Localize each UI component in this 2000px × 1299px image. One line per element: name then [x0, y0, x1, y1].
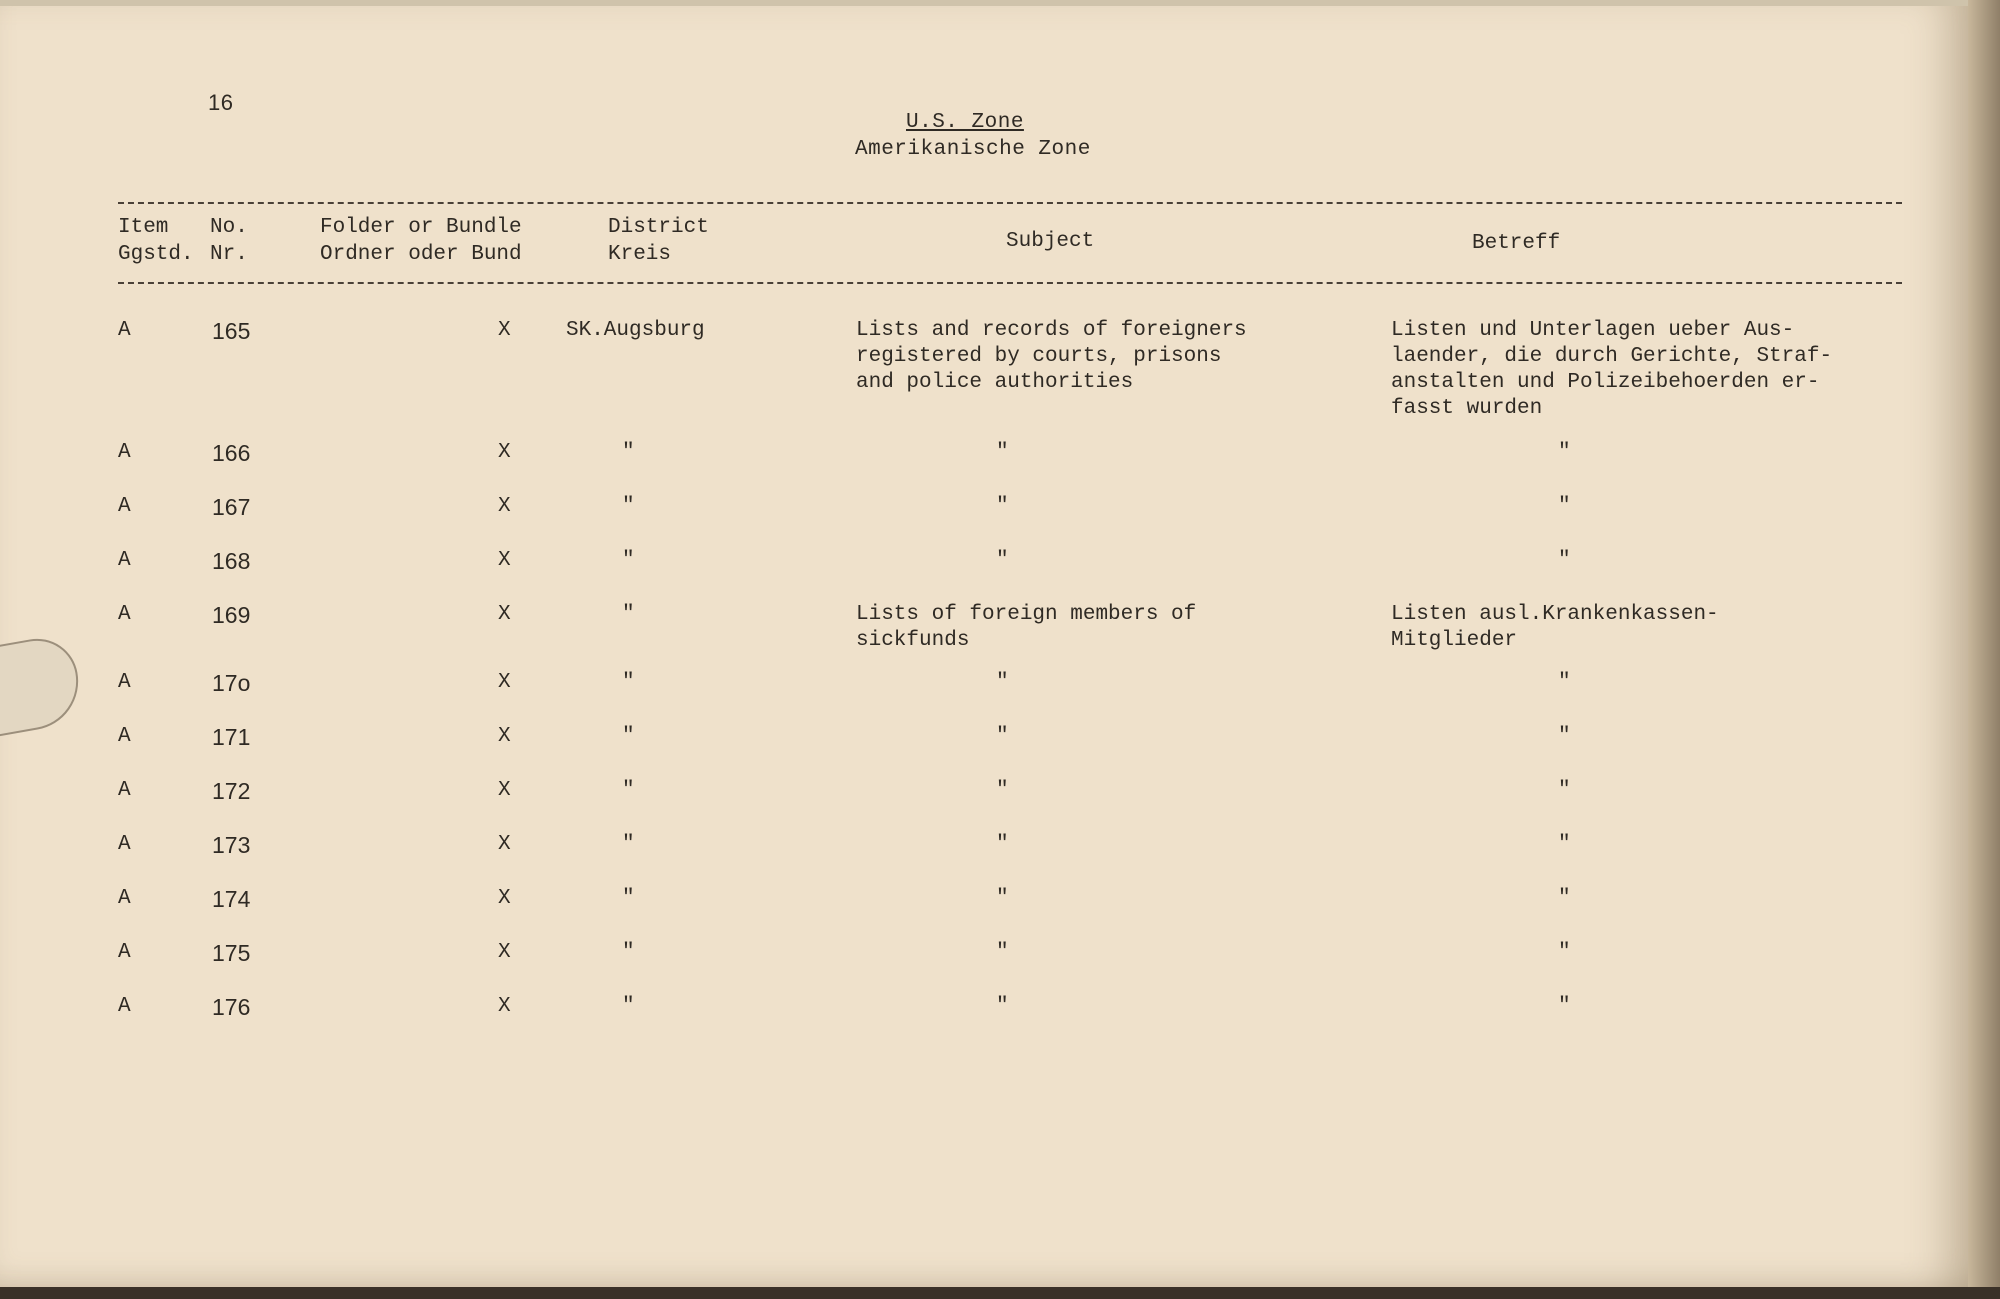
page-edge	[1968, 0, 2000, 1299]
row-number: 173	[212, 832, 251, 858]
row-folder: X	[498, 995, 511, 1018]
row-district: "	[622, 779, 635, 802]
row-folder: X	[498, 725, 511, 748]
row-betreff: "	[1558, 779, 1571, 802]
table-row	[0, 440, 1968, 494]
header-top-rule	[118, 202, 1902, 204]
table-row	[0, 724, 1968, 778]
row-item: A	[118, 441, 131, 464]
row-district: "	[622, 495, 635, 518]
row-folder: X	[498, 495, 511, 518]
row-item: A	[118, 603, 131, 626]
row-number: 172	[212, 778, 251, 804]
row-item: A	[118, 833, 131, 856]
row-betreff: "	[1558, 725, 1571, 748]
table-row	[0, 832, 1968, 886]
row-number: 176	[212, 994, 251, 1020]
row-subject: "	[996, 725, 1009, 748]
table-row	[0, 602, 1968, 656]
row-betreff: "	[1558, 549, 1571, 572]
row-item: A	[118, 549, 131, 572]
row-folder: X	[498, 549, 511, 572]
row-subject: "	[996, 671, 1009, 694]
row-item: A	[118, 495, 131, 518]
row-betreff: Listen und Unterlagen ueber Aus- laender, die durch Gerichte, Straf- anstalten und Polizeibehoerden er- fasst wurden	[1391, 319, 1833, 420]
table-row	[0, 318, 1968, 420]
row-subject: "	[996, 441, 1009, 464]
row-item: A	[118, 941, 131, 964]
table-row	[0, 548, 1968, 602]
row-subject: "	[996, 995, 1009, 1018]
table-row	[0, 670, 1968, 724]
row-subject: "	[996, 887, 1009, 910]
row-number: 165	[212, 318, 251, 344]
row-subject: "	[996, 495, 1009, 518]
row-number: 167	[212, 494, 251, 520]
row-betreff: "	[1558, 441, 1571, 464]
page-title: U.S. Zone	[906, 111, 1024, 134]
row-folder: X	[498, 833, 511, 856]
row-number: 166	[212, 440, 251, 466]
document-page	[0, 6, 1968, 1289]
row-district: "	[622, 941, 635, 964]
row-subject: "	[996, 833, 1009, 856]
row-number: 168	[212, 548, 251, 574]
table-row	[0, 940, 1968, 994]
row-number: 171	[212, 724, 251, 750]
row-item: A	[118, 995, 131, 1018]
row-betreff: "	[1558, 833, 1571, 856]
header-betreff: Betreff	[1472, 232, 1561, 255]
row-betreff: "	[1558, 495, 1571, 518]
header-subject: Subject	[1006, 230, 1095, 253]
table-row	[0, 994, 1968, 1048]
row-item: A	[118, 319, 131, 342]
row-number: 17o	[212, 670, 251, 696]
header-no: No. Nr.	[210, 216, 248, 266]
table-row	[0, 494, 1968, 548]
row-subject: Lists and records of foreigners registered by courts, prisons and police authorities	[856, 319, 1247, 394]
row-folder: X	[498, 603, 511, 626]
row-betreff: "	[1558, 941, 1571, 964]
row-subject: "	[996, 779, 1009, 802]
row-number: 175	[212, 940, 251, 966]
row-subject: "	[996, 549, 1009, 572]
row-betreff: "	[1558, 671, 1571, 694]
row-folder: X	[498, 441, 511, 464]
row-district: "	[622, 887, 635, 910]
row-betreff: Listen ausl.Krankenkassen- Mitglieder	[1391, 603, 1719, 652]
header-folder: Folder or Bundle Ordner oder Bund	[320, 216, 522, 266]
header-district: District Kreis	[608, 216, 709, 266]
header-bottom-rule	[118, 282, 1902, 284]
page-bottom-edge	[0, 1287, 2000, 1299]
row-folder: X	[498, 887, 511, 910]
row-item: A	[118, 671, 131, 694]
page-subtitle: Amerikanische Zone	[855, 138, 1091, 161]
row-district: "	[622, 833, 635, 856]
page-number: 16	[208, 90, 234, 115]
row-district: "	[622, 995, 635, 1018]
table-row	[0, 778, 1968, 832]
row-folder: X	[498, 779, 511, 802]
row-item: A	[118, 725, 131, 748]
row-item: A	[118, 887, 131, 910]
row-district: "	[622, 603, 635, 626]
header-item: Item Ggstd.	[118, 216, 194, 266]
row-subject: Lists of foreign members of sickfunds	[856, 603, 1197, 652]
row-subject: "	[996, 941, 1009, 964]
row-district: "	[622, 671, 635, 694]
row-folder: X	[498, 671, 511, 694]
row-betreff: "	[1558, 995, 1571, 1018]
row-folder: X	[498, 941, 511, 964]
table-row	[0, 886, 1968, 940]
row-district: SK.Augsburg	[566, 319, 705, 342]
row-folder: X	[498, 319, 511, 342]
row-district: "	[622, 549, 635, 572]
row-number: 169	[212, 602, 251, 628]
row-district: "	[622, 441, 635, 464]
row-item: A	[118, 779, 131, 802]
row-number: 174	[212, 886, 251, 912]
row-betreff: "	[1558, 887, 1571, 910]
row-district: "	[622, 725, 635, 748]
